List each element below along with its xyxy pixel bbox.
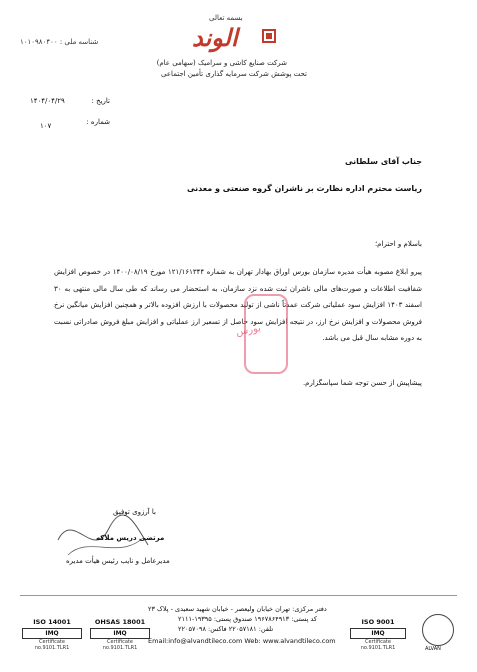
footer-web: Email:info@alvandtileco.com Web: www.alvandtileco.com [148,637,336,645]
date-label: تاریخ : [91,97,110,105]
cert-number: Certificate no.9101.TLR1 [360,639,396,651]
basmala: بسمه تعالی [209,14,243,22]
company-logo: الوند [192,24,238,52]
imq-badge-icon: IMQ [22,628,82,639]
stamp-text: بورس [235,322,262,339]
addressee: جناب آقای سلطانی [345,157,422,166]
footer-phone: تلفن: ۲۲۰۵۷۱۸۱ فاکس: ۲۲۰۵۷۰۹۸ [178,625,274,633]
cert-iso9001 [350,618,406,651]
cert-title: OHSAS 18001 [94,618,146,626]
cert-ohsas18001 [90,618,150,651]
certification-seal-icon [422,614,454,646]
national-id: شناسه ملی : ۱۰۱۰۹۸۰۴۰۰ [20,38,99,46]
company-name: شرکت صنایع کاشی و سرامیک (سهامی عام) [156,59,287,67]
cert-title: ISO 9001 [361,618,395,626]
cert-title: ISO 14001 [33,618,71,626]
seal-label: ALVAN [425,646,441,652]
cert-number: Certificate no.9101.TLR1 [102,639,138,651]
closing-line: پیشاپیش از حسن توجه شما سپاسگزارم. [302,379,422,387]
signatory-title: مدیرعامل و نایب رئیس هیأت مدیره [66,557,170,565]
number-label: شماره : [86,118,110,126]
footer-address: دفتر مرکزی: تهران خیابان ولیعصر - خیابان شهید سعیدی - پلاک ۲۳ [148,605,327,613]
signatory-name: مرتضی دریس ملاکه [96,534,165,542]
company-subtitle: تحت پوشش شرکت سرمایه گذاری تأمین اجتماعی [161,70,307,78]
number-value: ۱۰۷ [40,122,52,130]
imq-badge-icon: IMQ [90,628,150,639]
imq-badge-icon: IMQ [350,628,406,639]
logo-mark-icon [262,29,276,43]
signature-regards: با آرزوی توفیق [113,508,156,516]
footer-divider [20,595,457,596]
salutation: باسلام و احترام؛ [374,240,422,248]
date-value: ۱۴۰۴/۰۴/۲۹ [30,97,65,105]
footer-postal: کد پستی: ۱۹۶۷۸۶۴۹۱۳ صندوق پستی: ۱۹۳۹۵-۲۱۱۱ [178,615,317,623]
cert-number: Certificate no.9101.TLR1 [34,639,70,651]
cert-iso14001 [22,618,82,651]
recipient-department: ریاست محترم اداره نظارت بر ناشران گروه صنعتی و معدنی [187,184,422,193]
letter-body: پیرو ابلاغ مصوبه هیأت مدیره سازمان بورس اوراق بهادار تهران به شماره ۱۲۱/۱۶۱۳۴۴ مورخ ۱۴۰۰/۰۸/۱۹ در خصوص افزایش شفافیت اطلاعات و صورت‌های مالی ناشران ثبت شده نزد سازمان، به استحضار می رساند که طی سال مالی منتهی به ۳۰ اسفند ۱۴۰۳ افزایش سود عملیاتی شرکت عمدتاً ناشی از تولید محصولات با ارزش افزوده بالاتر و همچنین افزایش میانگین نرخ فروش محصولات و افزایش نرخ ارز، در نتیجه افزایش سود حاصل از تسعیر ارز عملیاتی و افزایش مبلغ فروش صادراتی نسبت به دوره مشابه سال قبل می باشد. [54,268,422,342]
